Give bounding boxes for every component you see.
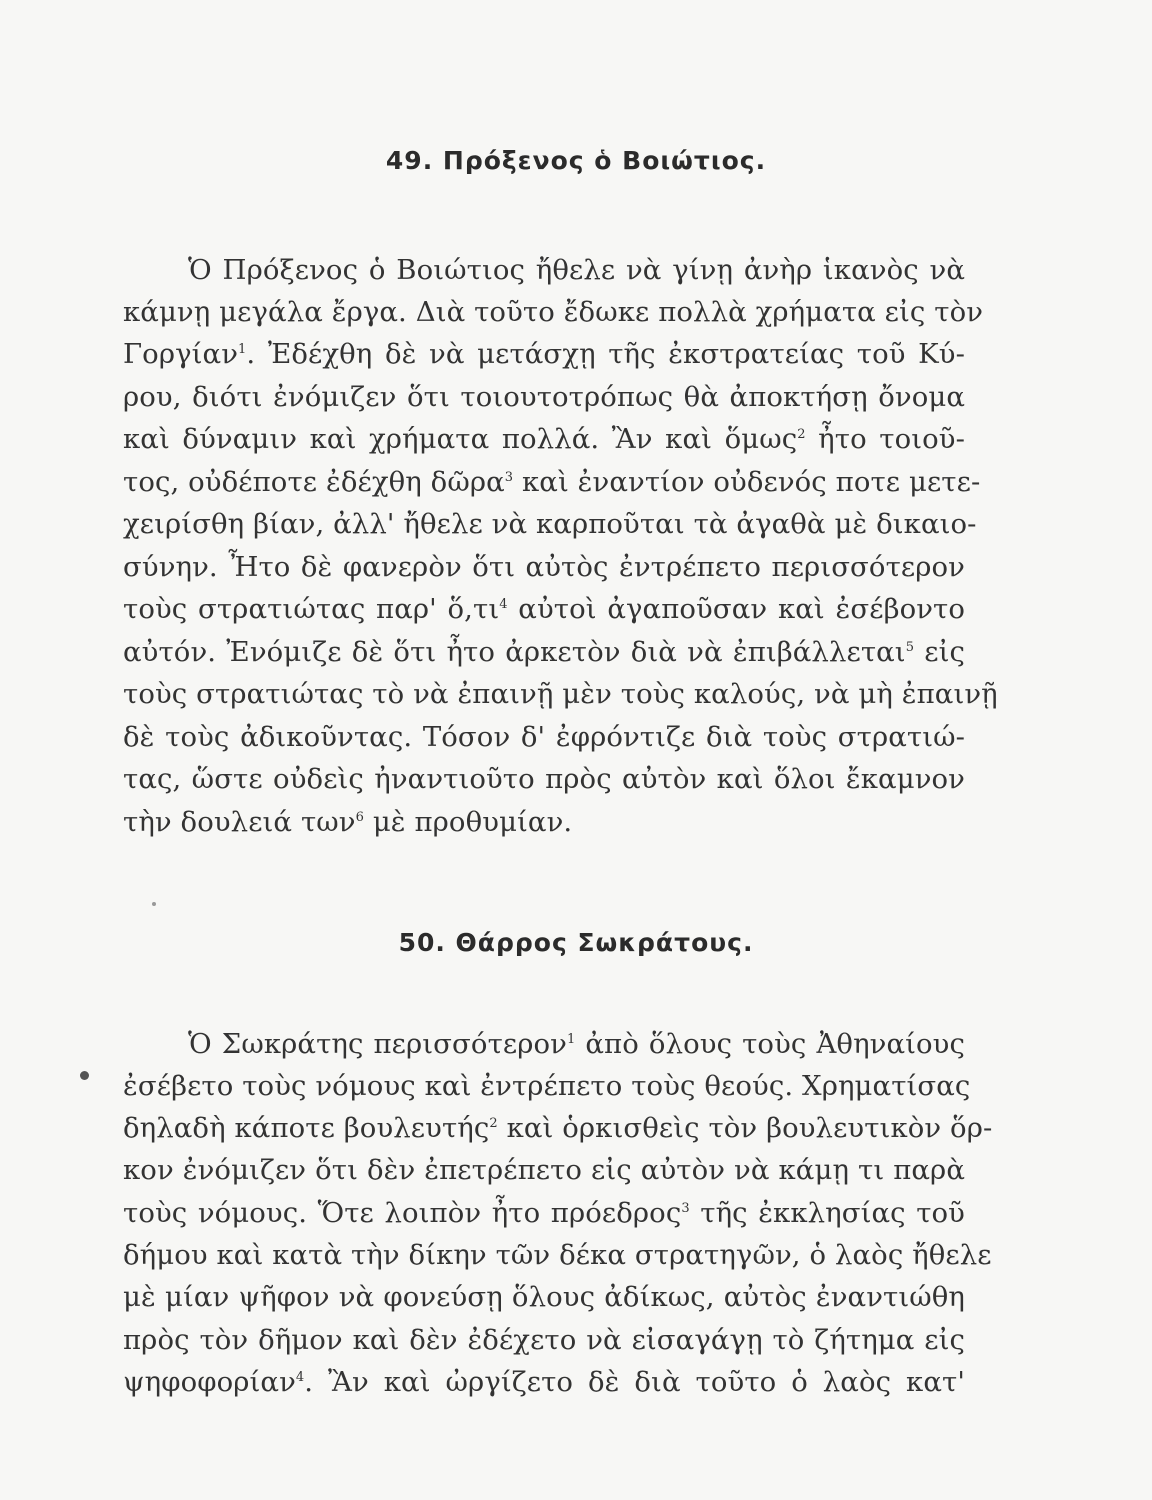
paper-speck bbox=[152, 902, 156, 906]
text-line: ἐσέβετο τοὺς νόμους καὶ ἐντρέπετο τοὺς θεούς. Χρηματίσας bbox=[123, 1070, 971, 1102]
footnote-marker: 6 bbox=[355, 810, 364, 825]
text-line: χειρίσθη βίαν, ἀλλ' ἤθελε νὰ καρποῦται τὰ ἀγαθὰ μὲ δικαιο- bbox=[123, 508, 977, 540]
text-line: τοὺς στρατιώτας τὸ νὰ ἐπαινῇ μὲν τοὺς καλούς, νὰ μὴ ἐπαινῇ bbox=[123, 678, 998, 710]
footnote-marker: 5 bbox=[905, 640, 915, 655]
text-line: πρὸς τὸν δῆμον καὶ δὲν ἐδέχετο νὰ εἰσαγάγῃ τὸ ζήτημα εἰς bbox=[123, 1324, 965, 1356]
footnote-marker: 4 bbox=[499, 597, 508, 612]
footnote-marker: 2 bbox=[489, 1116, 498, 1131]
text-line: δὲ τοὺς ἀδικοῦντας. Τόσον δ' ἐφρόντιζε διὰ τοὺς στρατιώ- bbox=[123, 721, 965, 753]
text-line: Ὁ Πρόξενος ὁ Βοιώτιος ἤθελε νὰ γίνῃ ἀνὴρ ἱκανὸς νὰ bbox=[188, 254, 965, 286]
text-line: κάμνῃ μεγάλα ἔργα. Διὰ τοῦτο ἔδωκε πολλὰ χρήματα εἰς τὸν bbox=[123, 296, 984, 328]
text-line: ψηφοφορίαν$^4$. Ἂν καὶ ὠργίζετο δὲ διὰ τοῦτο ὁ λαὸς κατ' bbox=[123, 1366, 965, 1398]
margin-dot bbox=[80, 1071, 89, 1080]
text-line: Γοργίαν$^1$. Ἐδέχθη δὲ νὰ μετάσχῃ τῆς ἐκστρατείας τοῦ Κύ- bbox=[123, 338, 965, 370]
text-line: δήμου καὶ κατὰ τὴν δίκην τῶν δέκα στρατηγῶν, ὁ λαὸς ἤθελε bbox=[123, 1239, 992, 1271]
text-line: ρου, διότι ἐνόμιζεν ὅτι τοιουτοτρόπως θὰ ἀποκτήσῃ ὄνομα bbox=[123, 381, 965, 413]
text-line: δηλαδὴ κάποτε βουλευτής$^2$ καὶ ὁρκισθεὶς τὸν βουλευτικὸν ὅρ- bbox=[123, 1112, 993, 1144]
text-line: κον ἐνόμιζεν ὅτι δὲν ἐπετρέπετο εἰς αὐτὸν νὰ κάμῃ τι παρὰ bbox=[123, 1154, 965, 1186]
footnote-marker: 1 bbox=[566, 1032, 576, 1047]
text-line: καὶ δύναμιν καὶ χρήματα πολλά. Ἂν καὶ ὅμως$^2$ ἦτο τοιοῦ- bbox=[123, 423, 966, 455]
section-50-heading: 50. Θάρρος Σωκράτους. bbox=[398, 928, 754, 957]
text-line: τοὺς νόμους. Ὅτε λοιπὸν ἦτο πρόεδρος$^3$ τῆς ἐκκλησίας τοῦ bbox=[123, 1197, 965, 1229]
text-line: τὴν δουλειά των$^6$ μὲ προθυμίαν. bbox=[123, 806, 573, 838]
footnote-marker: 2 bbox=[797, 427, 806, 442]
footnote-marker: 3 bbox=[504, 470, 514, 485]
footnote-marker: 4 bbox=[295, 1370, 305, 1385]
text-line: τοὺς στρατιώτας παρ' $ὅ,\tau\iota^4$ αὐτοὶ ἀγαποῦσαν καὶ ἐσέβοντο bbox=[123, 593, 966, 625]
footnote-marker: 3 bbox=[681, 1201, 690, 1216]
text-line: μὲ μίαν ψῆφον νὰ φονεύσῃ ὅλους ἀδίκως, αὐτὸς ἐναντιώθη bbox=[123, 1281, 965, 1313]
footnote-marker: 1 bbox=[238, 342, 247, 357]
text-line: αὐτόν. Ἐνόμιζε δὲ ὅτι ἦτο ἀρκετὸν διὰ νὰ ἐπιβάλλεται$^5$ εἰς bbox=[123, 636, 965, 668]
text-line: τας, ὥστε οὐδεὶς ἠναντιοῦτο πρὸς αὐτὸν καὶ ὅλοι ἔκαμνον bbox=[123, 763, 965, 795]
text-line: τος, οὐδέποτε ἐδέχθη δῶρα$^3$ καὶ ἐναντίον οὐδενός ποτε μετε- bbox=[123, 466, 981, 498]
text-line: Ὁ Σωκράτης περισσότερον$^1$ ἀπὸ ὅλους τοὺς Ἀθηναίους bbox=[188, 1028, 965, 1060]
section-49-heading: 49. Πρόξενος ὁ Βοιώτιος. bbox=[385, 146, 767, 175]
text-line: σύνην. Ἦτο δὲ φανερὸν ὅτι αὐτὸς ἐντρέπετο περισσότερον bbox=[123, 551, 965, 583]
